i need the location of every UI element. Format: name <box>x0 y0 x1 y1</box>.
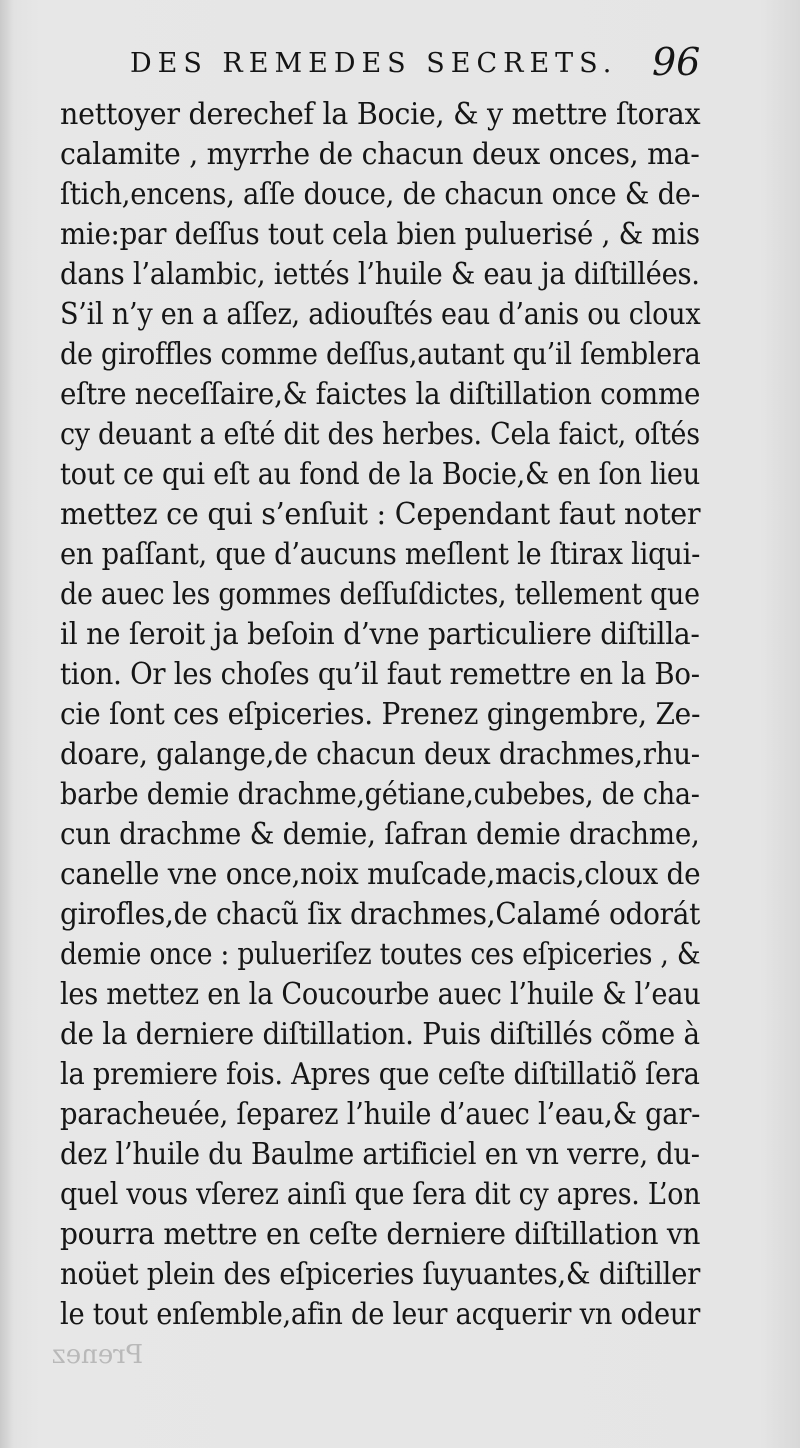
text-line: en paſſant, que d’aucuns meſlent le ſtirax liqui- <box>60 537 701 572</box>
body-text <box>60 95 700 1335</box>
text-line: barbe demie drachme,gétiane,cubebes, de cha- <box>60 777 700 812</box>
text-line: noüet plein des eſpiceries ſuyuantes,& diſtiller <box>60 1257 701 1292</box>
text-line: cie ſont ces eſpiceries. Prenez gingembre, Ze- <box>60 697 701 732</box>
running-head: DES REMEDES SECRETS. <box>130 48 618 79</box>
text-line: cy deuant a eſté dit des herbes. Cela faict, oſtés <box>60 417 700 452</box>
text-line: dans l’alambic, iettés l’huile & eau ja diſtillées. <box>60 257 700 292</box>
text-line: demie once : pulueriſez toutes ces eſpiceries , & <box>60 937 701 972</box>
text-line: il ne ſeroit ja beſoin d’vne particuliere diſtilla- <box>60 617 700 652</box>
text-line: mie:par deſſus tout cela bien puluerisé , & mis <box>60 217 700 252</box>
text-line: les mettez en la Coucourbe auec l’huile & l’eau <box>60 977 701 1012</box>
text-line: de giroffles comme deſſus,autant qu’il ſemblera <box>60 337 701 372</box>
text-line: de la derniere diſtillation. Puis diſtillés cõme à <box>60 1017 700 1052</box>
text-line: girofles,de chacũ ſix drachmes,Calamé odorát <box>60 897 701 932</box>
text-line: pourra mettre en ceſte derniere diſtillation vn <box>60 1217 701 1252</box>
text-line: canelle vne once,noix muſcade,macis,cloux de <box>60 857 701 892</box>
text-line: calamite , myrrhe de chacun deux onces, ma- <box>60 137 700 172</box>
text-line: quel vous vſerez ainſi que ſera dit cy apres. L’on <box>60 1177 701 1212</box>
text-line: cun drachme & demie, ſafran demie drachme, <box>60 817 700 852</box>
text-line: ſtich,encens, aſſe douce, de chacun once & de- <box>60 177 700 212</box>
text-line: tout ce qui eſt au fond de la Bocie,& en ſon lieu <box>60 457 700 492</box>
text-line: le tout enſemble,afin de leur acquerir vn odeur <box>60 1297 701 1332</box>
text-line: dez l’huile du Baulme artificiel en vn verre, du- <box>60 1137 700 1172</box>
text-line: paracheuée, ſeparez l’huile d’auec l’eau,& gar- <box>60 1097 701 1132</box>
text-line: la premiere fois. Apres que ceſte diſtillatiõ ſera <box>60 1057 700 1092</box>
text-line: nettoyer derechef la Bocie, & y mettre ſtorax <box>60 97 701 132</box>
text-line: S’il n’y en a aſſez, adiouſtés eau d’anis ou cloux <box>60 297 701 332</box>
text-line: doare, galange,de chacun deux drachmes,rhu- <box>60 737 700 772</box>
text-line: mettez ce qui s’enſuit : Cependant faut noter <box>60 497 701 532</box>
text-line: de auec les gommes deſſuſdictes, tellement que <box>60 577 700 612</box>
page-number: 96 <box>652 40 701 84</box>
text-line: tion. Or les choſes qu’il faut remettre en la Bo- <box>60 657 700 692</box>
catchword-bleed-through: Prenez <box>52 1340 144 1370</box>
text-line: eſtre neceſſaire,& faictes la diſtillation comme <box>60 377 701 412</box>
